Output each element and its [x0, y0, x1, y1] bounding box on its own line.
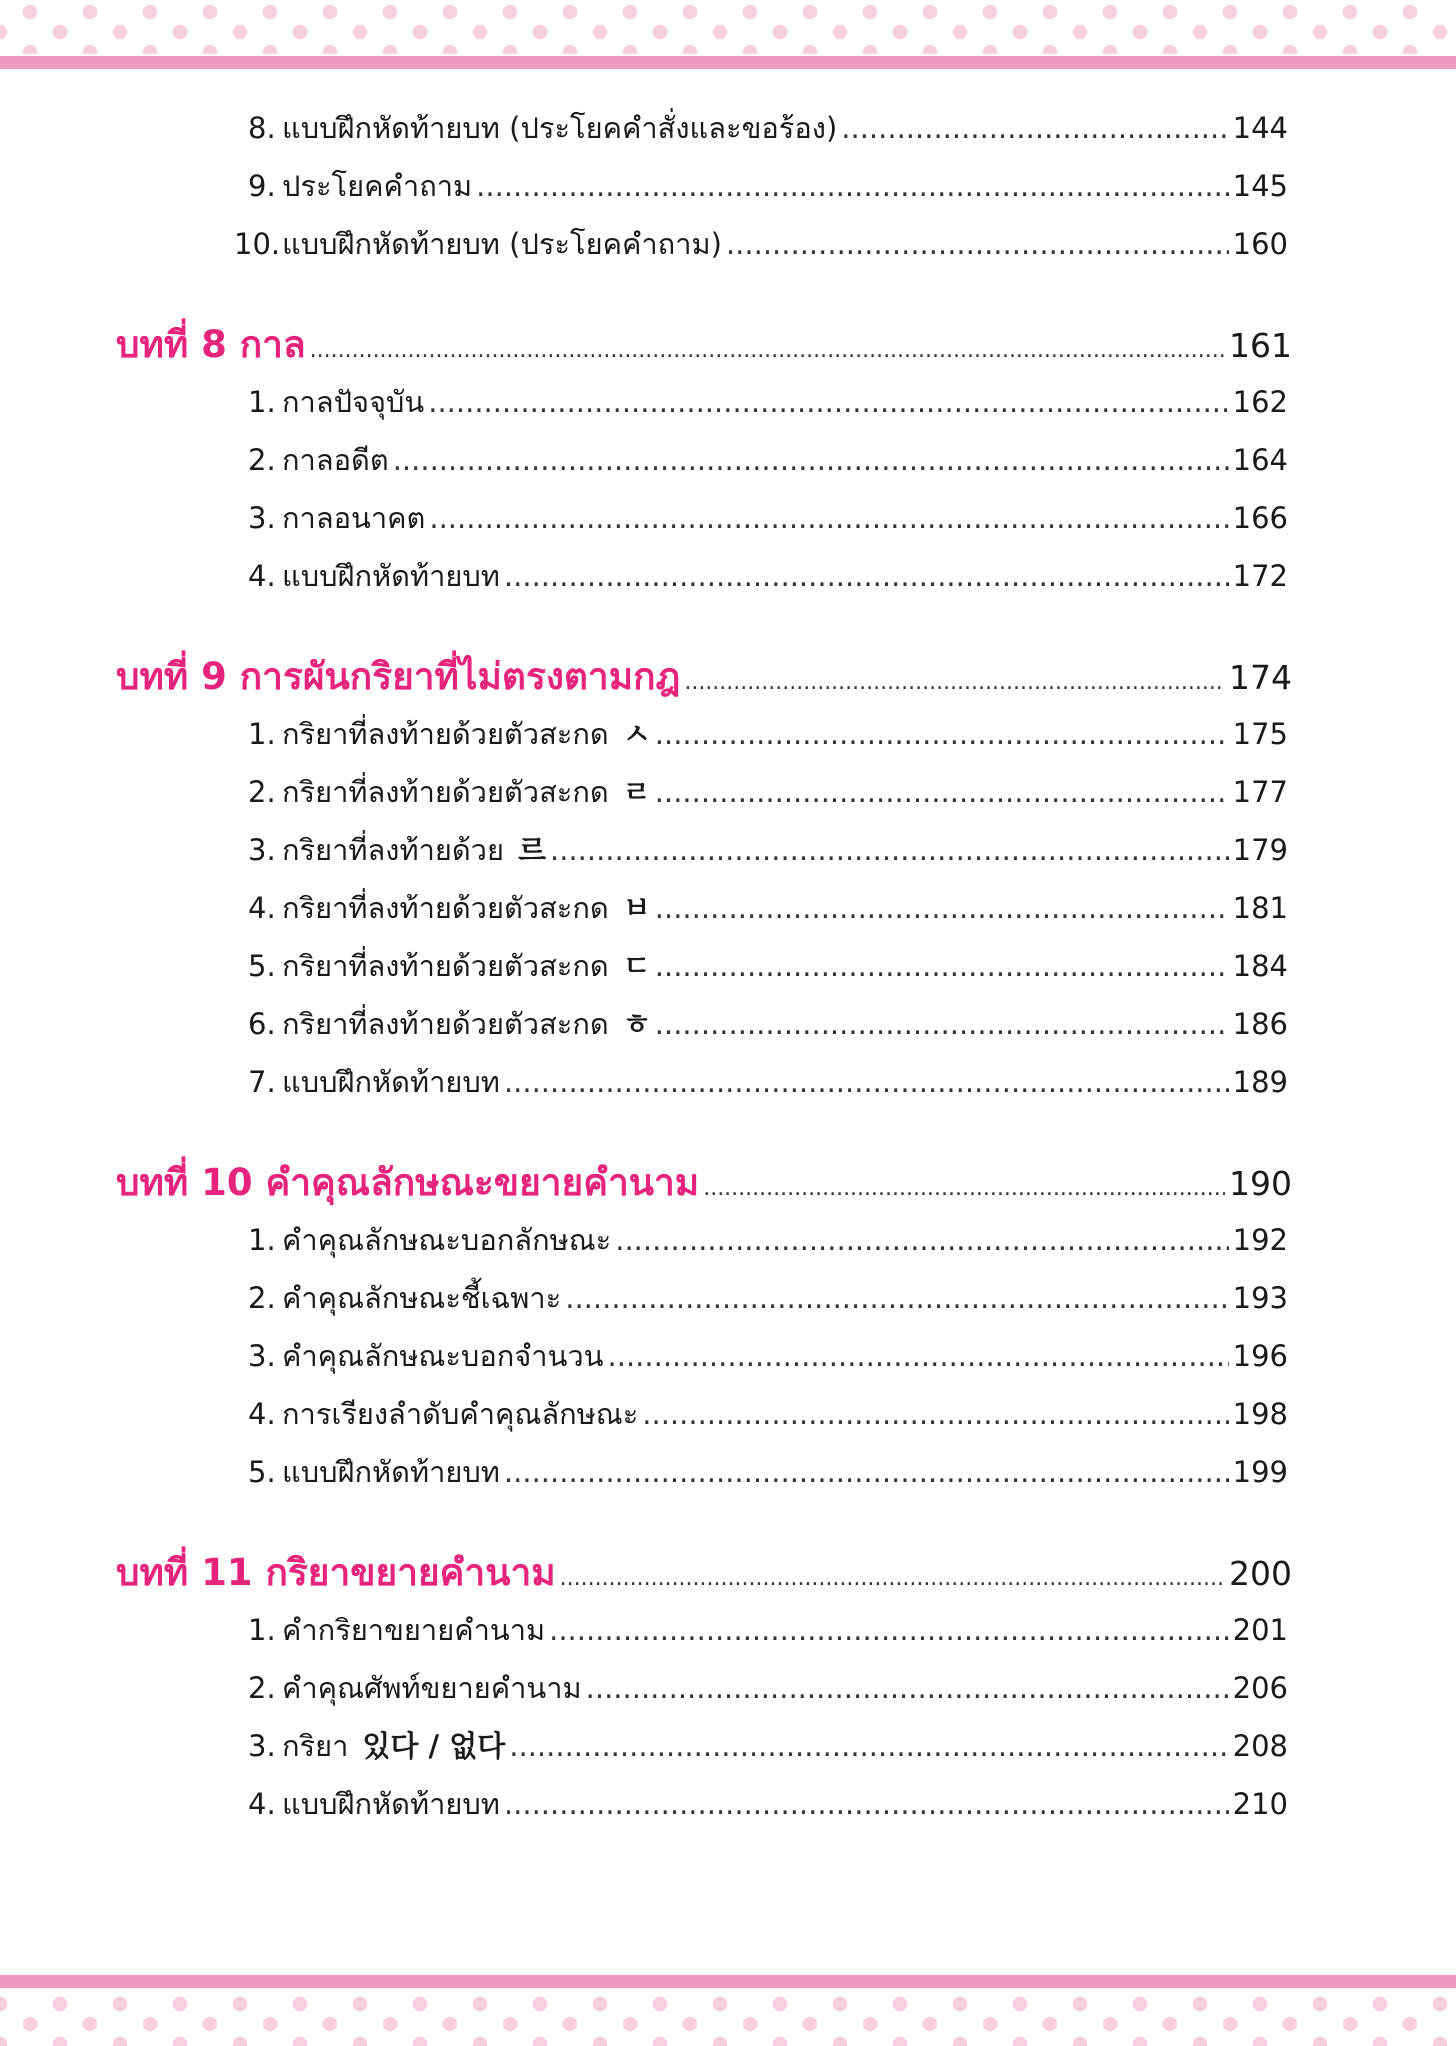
entry-page-number: 189: [1232, 1065, 1288, 1099]
dot-leader: [504, 1787, 1229, 1821]
entry-title: กริยาที่ลงท้ายด้วยตัวสะกด: [282, 1007, 609, 1041]
dot-leader: [565, 1281, 1228, 1315]
entry-title: แบบฝึกหัดท้ายบท: [282, 559, 500, 593]
toc-entry[interactable]: [248, 1607, 1288, 1653]
chapter-page-number: 174: [1229, 658, 1292, 697]
chapter-title: บทที่ 8 กาล: [116, 323, 306, 366]
entry-number: 10.: [234, 227, 281, 261]
entry-title: กริยาที่ลงท้ายด้วยตัวสะกด: [282, 717, 609, 751]
toc-entry-label-group: [248, 437, 389, 483]
entry-number: 8.: [248, 111, 276, 145]
toc-entry-label-group: [248, 885, 651, 931]
toc-entry-label-group: [248, 1333, 604, 1379]
toc-entry[interactable]: [248, 885, 1288, 931]
entry-number: 3.: [248, 833, 276, 867]
entry-number: 3.: [248, 1729, 276, 1763]
top-dot-pattern: [0, 0, 1456, 54]
toc-entry[interactable]: [248, 1217, 1288, 1263]
toc-entry[interactable]: [248, 1333, 1288, 1379]
entry-title: คำคุณลักษณะบอกจำนวน: [282, 1339, 604, 1373]
korean-term: 르: [517, 833, 546, 867]
entry-number: 4.: [248, 891, 276, 925]
toc-entry[interactable]: [248, 1781, 1288, 1827]
entry-title: ประโยคคำถาม: [282, 169, 473, 203]
toc-entry[interactable]: [248, 769, 1288, 815]
toc-entry[interactable]: [248, 1275, 1288, 1321]
dot-leader: [429, 501, 1228, 535]
entry-title: แบบฝึกหัดท้ายบท: [282, 1065, 500, 1099]
entry-page-number: 198: [1232, 1397, 1288, 1431]
dot-leader: [655, 891, 1229, 925]
entry-number: 4.: [248, 1397, 276, 1431]
toc-entry[interactable]: [248, 379, 1288, 425]
toc-entry-label-group: [248, 1607, 545, 1653]
entry-title: กริยา: [282, 1729, 349, 1763]
entry-number: 7.: [248, 1065, 276, 1099]
dot-leader: [615, 1223, 1228, 1257]
dot-leader: [586, 1671, 1229, 1705]
chapter-heading[interactable]: [116, 1153, 1292, 1212]
entry-page-number: 162: [1232, 385, 1288, 419]
entry-title: แบบฝึกหัดท้ายบท: [282, 1455, 500, 1489]
bottom-pink-border: [0, 1975, 1456, 1988]
dot-leader: [550, 833, 1229, 867]
toc-entry[interactable]: [248, 163, 1288, 209]
entry-page-number: 145: [1232, 169, 1288, 203]
toc-entry-label-group: [248, 1665, 582, 1711]
entry-title: แบบฝึกหัดท้ายบท (ประโยคคำถาม): [282, 227, 722, 261]
toc-entry[interactable]: [248, 105, 1288, 151]
entry-number: 4.: [248, 1787, 276, 1821]
dot-leader: [841, 111, 1228, 145]
toc-entry[interactable]: [248, 553, 1288, 599]
chapter-page-number: 161: [1229, 326, 1292, 365]
entry-title: กริยาที่ลงท้ายด้วยตัวสะกด: [282, 775, 609, 809]
toc-entry-label-group: [248, 1001, 651, 1047]
dot-leader: [476, 169, 1228, 203]
entry-title: คำคุณลักษณะชี้เฉพาะ: [282, 1281, 562, 1315]
dot-leader: [608, 1339, 1229, 1373]
dot-leader: [509, 1729, 1228, 1763]
toc-entry-label-group: [248, 1449, 500, 1495]
chapter-title: บทที่ 10 คำคุณลักษณะขยายคำนาม: [116, 1161, 700, 1204]
entry-page-number: 179: [1232, 833, 1288, 867]
chapter-heading[interactable]: [116, 1543, 1292, 1602]
dot-leader: [703, 1176, 1225, 1201]
entry-title: คำคุณลักษณะบอกลักษณะ: [282, 1223, 612, 1257]
entry-page-number: 144: [1232, 111, 1288, 145]
toc-entry[interactable]: [248, 827, 1288, 873]
dot-leader: [504, 559, 1229, 593]
entry-number: 9.: [248, 169, 276, 203]
entry-page-number: 184: [1232, 949, 1288, 983]
chapter-page-number: 200: [1229, 1554, 1292, 1593]
chapter-page-number: 190: [1229, 1164, 1292, 1203]
entry-number: 5.: [248, 949, 276, 983]
entry-page-number: 164: [1232, 443, 1288, 477]
entry-page-number: 206: [1232, 1671, 1288, 1705]
entry-number: 2.: [248, 1671, 276, 1705]
entry-title: การเรียงลำดับคำคุณลักษณะ: [282, 1397, 639, 1431]
entry-title: คำกริยาขยายคำนาม: [282, 1613, 546, 1647]
dot-leader: [655, 1007, 1229, 1041]
entry-number: 2.: [248, 1281, 276, 1315]
toc-entry-label-group: [248, 943, 651, 989]
entry-title: คำคุณศัพท์ขยายคำนาม: [282, 1671, 582, 1705]
entry-page-number: 208: [1232, 1729, 1288, 1763]
entry-page-number: 192: [1232, 1223, 1288, 1257]
toc-entry[interactable]: [248, 711, 1288, 757]
entry-title: กริยาที่ลงท้ายด้วยตัวสะกด: [282, 891, 609, 925]
toc-entry-label-group: [248, 163, 472, 209]
dot-leader: [560, 1566, 1225, 1591]
toc-entry[interactable]: [248, 495, 1288, 541]
toc-entry[interactable]: [248, 1391, 1288, 1437]
korean-term: ㄷ: [622, 949, 651, 983]
entry-number: 2.: [248, 443, 276, 477]
toc-entry-label-group: [248, 769, 651, 815]
toc-entry-label-group: [248, 1723, 505, 1769]
entry-page-number: 201: [1232, 1613, 1288, 1647]
toc-entry[interactable]: [248, 1665, 1288, 1711]
toc-entry[interactable]: [248, 1059, 1288, 1105]
chapter-heading[interactable]: [116, 315, 1292, 374]
toc-entry[interactable]: [248, 1723, 1288, 1769]
entry-number: 2.: [248, 775, 276, 809]
toc-entry-label-group: [234, 221, 722, 267]
dot-leader: [684, 670, 1225, 695]
entry-title: กริยาที่ลงท้ายด้วย: [282, 833, 504, 867]
toc-entry[interactable]: [248, 943, 1288, 989]
korean-term: ㅅ: [622, 717, 651, 751]
chapter-title: บทที่ 9 การผันกริยาที่ไม่ตรงตามกฎ: [116, 655, 681, 698]
dot-leader: [655, 775, 1229, 809]
toc-entry-label-group: [248, 495, 425, 541]
entry-page-number: 181: [1232, 891, 1288, 925]
entry-number: 3.: [248, 501, 276, 535]
dot-leader: [642, 1397, 1228, 1431]
entry-number: 5.: [248, 1455, 276, 1489]
entry-page-number: 177: [1232, 775, 1288, 809]
dot-leader: [393, 443, 1229, 477]
toc-entry[interactable]: [248, 1001, 1288, 1047]
entry-title: กาลอนาคต: [282, 501, 426, 535]
entry-title: แบบฝึกหัดท้ายบท (ประโยคคำสั่งและขอร้อง): [282, 111, 838, 145]
toc-entry-label-group: [248, 1391, 638, 1437]
entry-title: กาลอดีต: [282, 443, 389, 477]
entry-page-number: 196: [1232, 1339, 1288, 1373]
dot-leader: [655, 949, 1229, 983]
dot-leader: [726, 227, 1229, 261]
korean-term: ㅎ: [622, 1007, 651, 1041]
entry-page-number: 193: [1232, 1281, 1288, 1315]
korean-term: 있다 / 없다: [362, 1729, 506, 1763]
bottom-dot-pattern: [0, 1996, 1456, 2046]
toc-entry-label-group: [248, 1781, 500, 1827]
top-pink-border: [0, 56, 1456, 69]
toc-entry[interactable]: [234, 221, 1288, 267]
entry-page-number: 199: [1232, 1455, 1288, 1489]
entry-page-number: 175: [1232, 717, 1288, 751]
entry-title: แบบฝึกหัดท้ายบท: [282, 1787, 500, 1821]
korean-term: ㅂ: [622, 891, 651, 925]
dot-leader: [504, 1455, 1229, 1489]
entry-number: 6.: [248, 1007, 276, 1041]
toc-entry-label-group: [248, 1275, 561, 1321]
entry-page-number: 166: [1232, 501, 1288, 535]
entry-page-number: 160: [1232, 227, 1288, 261]
entry-page-number: 172: [1232, 559, 1288, 593]
entry-number: 1.: [248, 1613, 276, 1647]
dot-leader: [310, 338, 1225, 363]
entry-number: 3.: [248, 1339, 276, 1373]
dot-leader: [549, 1613, 1229, 1647]
chapter-heading[interactable]: [116, 647, 1292, 706]
toc-entry-label-group: [248, 553, 500, 599]
chapter-title: บทที่ 11 กริยาขยายคำนาม: [116, 1551, 556, 1594]
toc-entry-label-group: [248, 379, 424, 425]
toc-entry-label-group: [248, 1217, 611, 1263]
entry-page-number: 186: [1232, 1007, 1288, 1041]
entry-title: กริยาที่ลงท้ายด้วยตัวสะกด: [282, 949, 609, 983]
toc-entry[interactable]: [248, 437, 1288, 483]
toc-entry-label-group: [248, 1059, 500, 1105]
entry-number: 1.: [248, 1223, 276, 1257]
entry-number: 1.: [248, 717, 276, 751]
entry-page-number: 210: [1232, 1787, 1288, 1821]
entry-number: 4.: [248, 559, 276, 593]
dot-leader: [428, 385, 1228, 419]
toc-entry-label-group: [248, 827, 546, 873]
toc-entry-label-group: [248, 105, 837, 151]
toc-entry[interactable]: [248, 1449, 1288, 1495]
dot-leader: [655, 717, 1229, 751]
dot-leader: [504, 1065, 1229, 1099]
entry-title: กาลปัจจุบัน: [282, 385, 425, 419]
toc-entry-label-group: [248, 711, 651, 757]
korean-term: ㄹ: [622, 775, 651, 809]
entry-number: 1.: [248, 385, 276, 419]
